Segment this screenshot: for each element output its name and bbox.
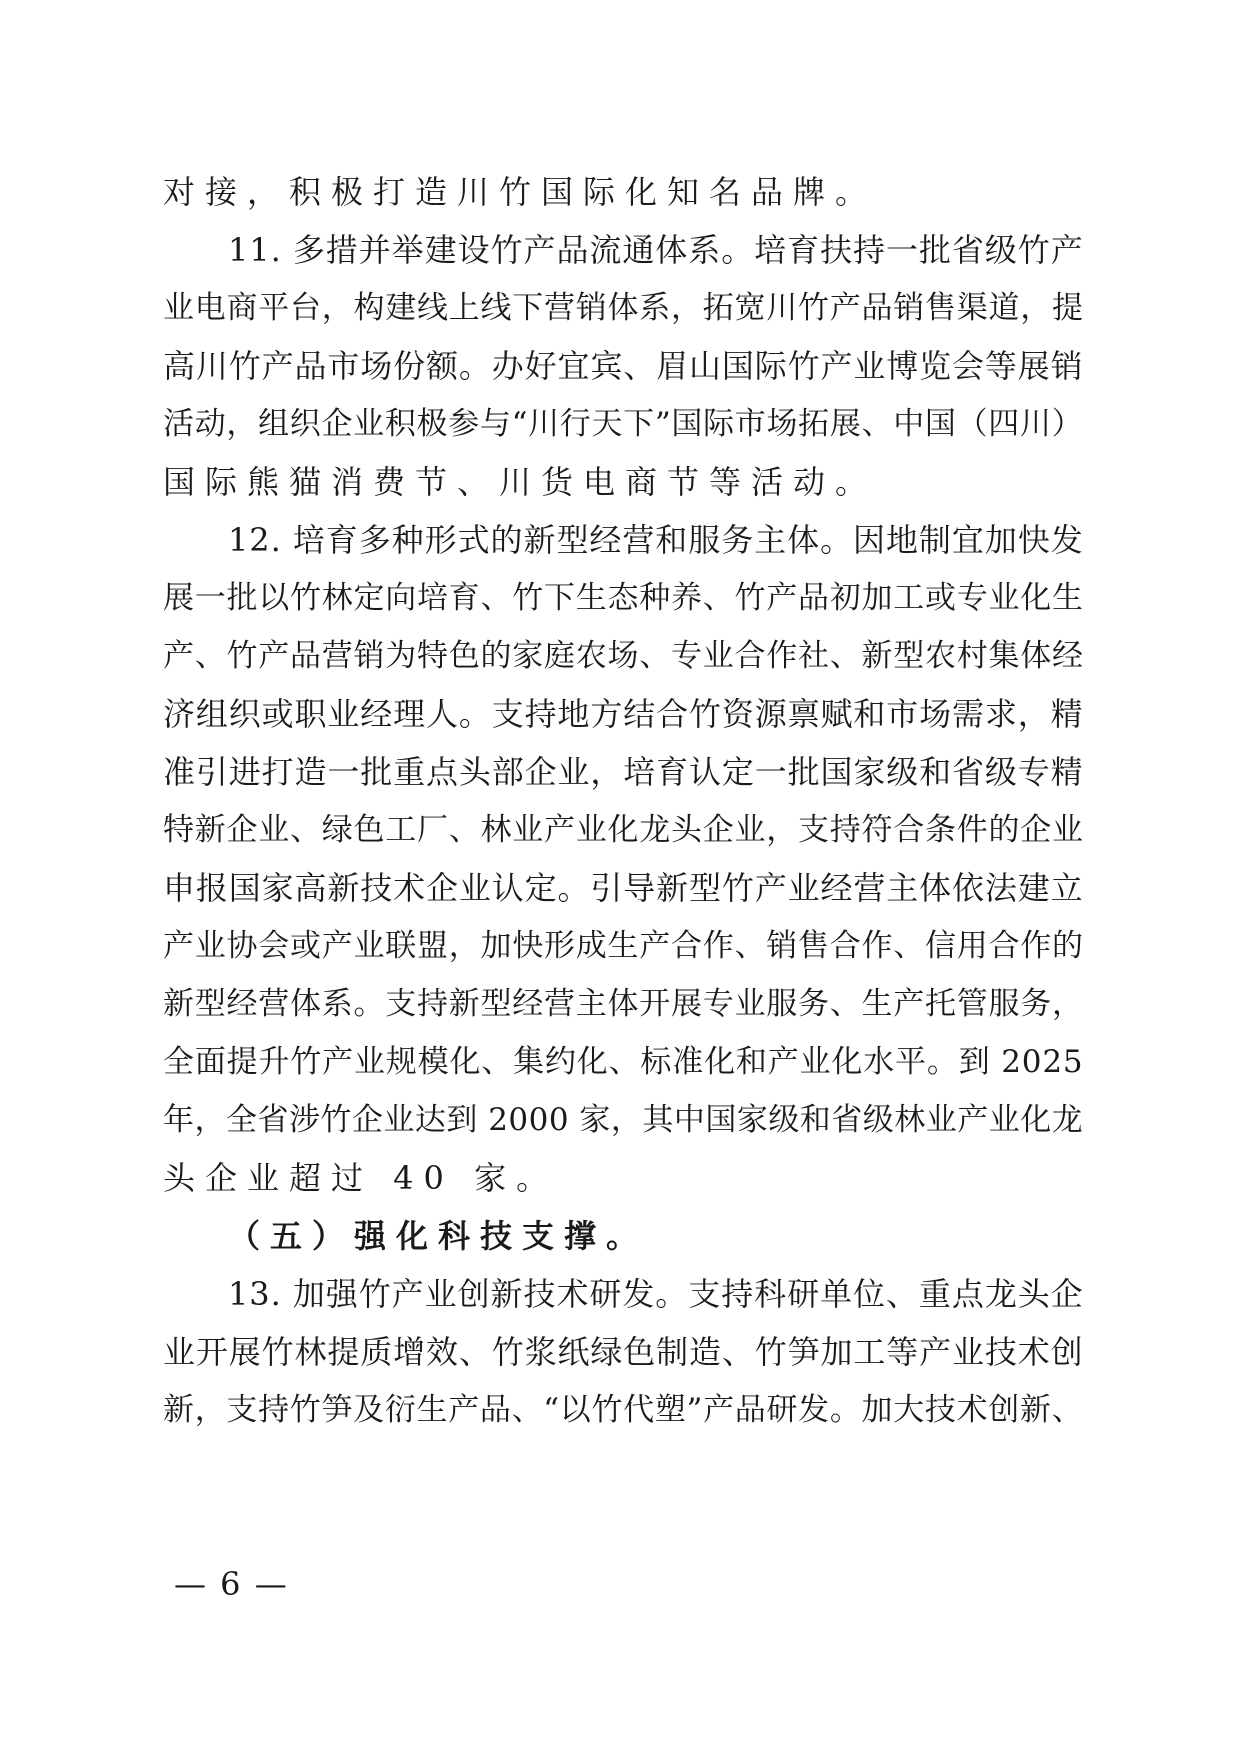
text-line: 1 1 . 多 措 并 举 建 设 竹 产 品 流 通 体 系 。 培 育 扶 持 一 批 省 级 竹 产	[228, 231, 1083, 269]
text-line: 活 动 ， 组 织 企 业 积 极 参 与 “ 川 行 天 下 ” 国 际 市 场 拓 展 、 中 国 （ 四 川 ）	[163, 406, 1083, 442]
text-line: 申 报 国 家 高 新 技 术 企 业 认 定 。 引 导 新 型 竹 产 业 经 营 主 体 依 法 建 立	[163, 869, 1083, 907]
text-line: 业 开 展 竹 林 提 质 增 效 、 竹 浆 纸 绿 色 制 造 、 竹 笋 加 工 等 产 业 技 术 创	[163, 1333, 1083, 1371]
text-line: 1 3 . 加 强 竹 产 业 创 新 技 术 研 发 。 支 持 科 研 单 位 、 重 点 龙 头 企	[228, 1275, 1083, 1313]
text-line: 国际熊猫消费节、川货电商节等活动。	[163, 463, 878, 501]
page-number: — 6 —	[174, 1565, 289, 1603]
text-line: 头企业超过 40 家。	[163, 1159, 559, 1197]
text-line: 高 川 竹 产 品 市 场 份 额 。 办 好 宜 宾 、 眉 山 国 际 竹 产 业 博 览 会 等 展 销	[163, 347, 1083, 385]
text-line: 全 面 提 升 竹 产 业 规 模 化 、 集 约 化 、 标 准 化 和 产 业 化 水 平 。 到 2 0 2 5	[163, 1044, 1083, 1080]
text-line: 业 电 商 平 台 ， 构 建 线 上 线 下 营 销 体 系 ， 拓 宽 川 竹 产 品 销 售 渠 道 ， 提	[163, 290, 1083, 326]
text-line: 年 ， 全 省 涉 竹 企 业 达 到 2 0 0 0 家 ， 其 中 国 家 级 和 省 级 林 业 产 业 化 龙	[163, 1102, 1083, 1138]
text-line: 新 ， 支 持 竹 笋 及 衍 生 产 品 、 “ 以 竹 代 塑 ” 产 品 研 发 。 加 大 技 术 创 新 、	[163, 1392, 1083, 1428]
text-line: 展 一 批 以 竹 林 定 向 培 育 、 竹 下 生 态 种 养 、 竹 产 品 初 加 工 或 专 业 化 生	[163, 580, 1083, 616]
text-line: 1 2 . 培 育 多 种 形 式 的 新 型 经 营 和 服 务 主 体 。 因 地 制 宜 加 快 发	[228, 521, 1083, 559]
section-heading: （五）强化科技支撑。	[228, 1217, 649, 1255]
text-line: 新 型 经 营 体 系 。 支 持 新 型 经 营 主 体 开 展 专 业 服 务 、 生 产 托 管 服 务 ，	[163, 986, 1083, 1022]
text-line: 产 、 竹 产 品 营 销 为 特 色 的 家 庭 农 场 、 专 业 合 作 社 、 新 型 农 村 集 体 经	[163, 638, 1083, 674]
text-line: 济 组 织 或 职 业 经 理 人 。 支 持 地 方 结 合 竹 资 源 禀 赋 和 市 场 需 求 ， 精	[163, 695, 1083, 733]
text-line: 特 新 企 业 、 绿 色 工 厂 、 林 业 产 业 化 龙 头 企 业 ， 支 持 符 合 条 件 的 企 业	[163, 812, 1083, 848]
text-line: 产 业 协 会 或 产 业 联 盟 ， 加 快 形 成 生 产 合 作 、 销 售 合 作 、 信 用 合 作 的	[163, 928, 1083, 964]
text-line: 准 引 进 打 造 一 批 重 点 头 部 企 业 ， 培 育 认 定 一 批 国 家 级 和 省 级 专 精	[163, 753, 1083, 791]
text-line: 对接，积极打造川竹国际化知名品牌。	[163, 173, 878, 211]
